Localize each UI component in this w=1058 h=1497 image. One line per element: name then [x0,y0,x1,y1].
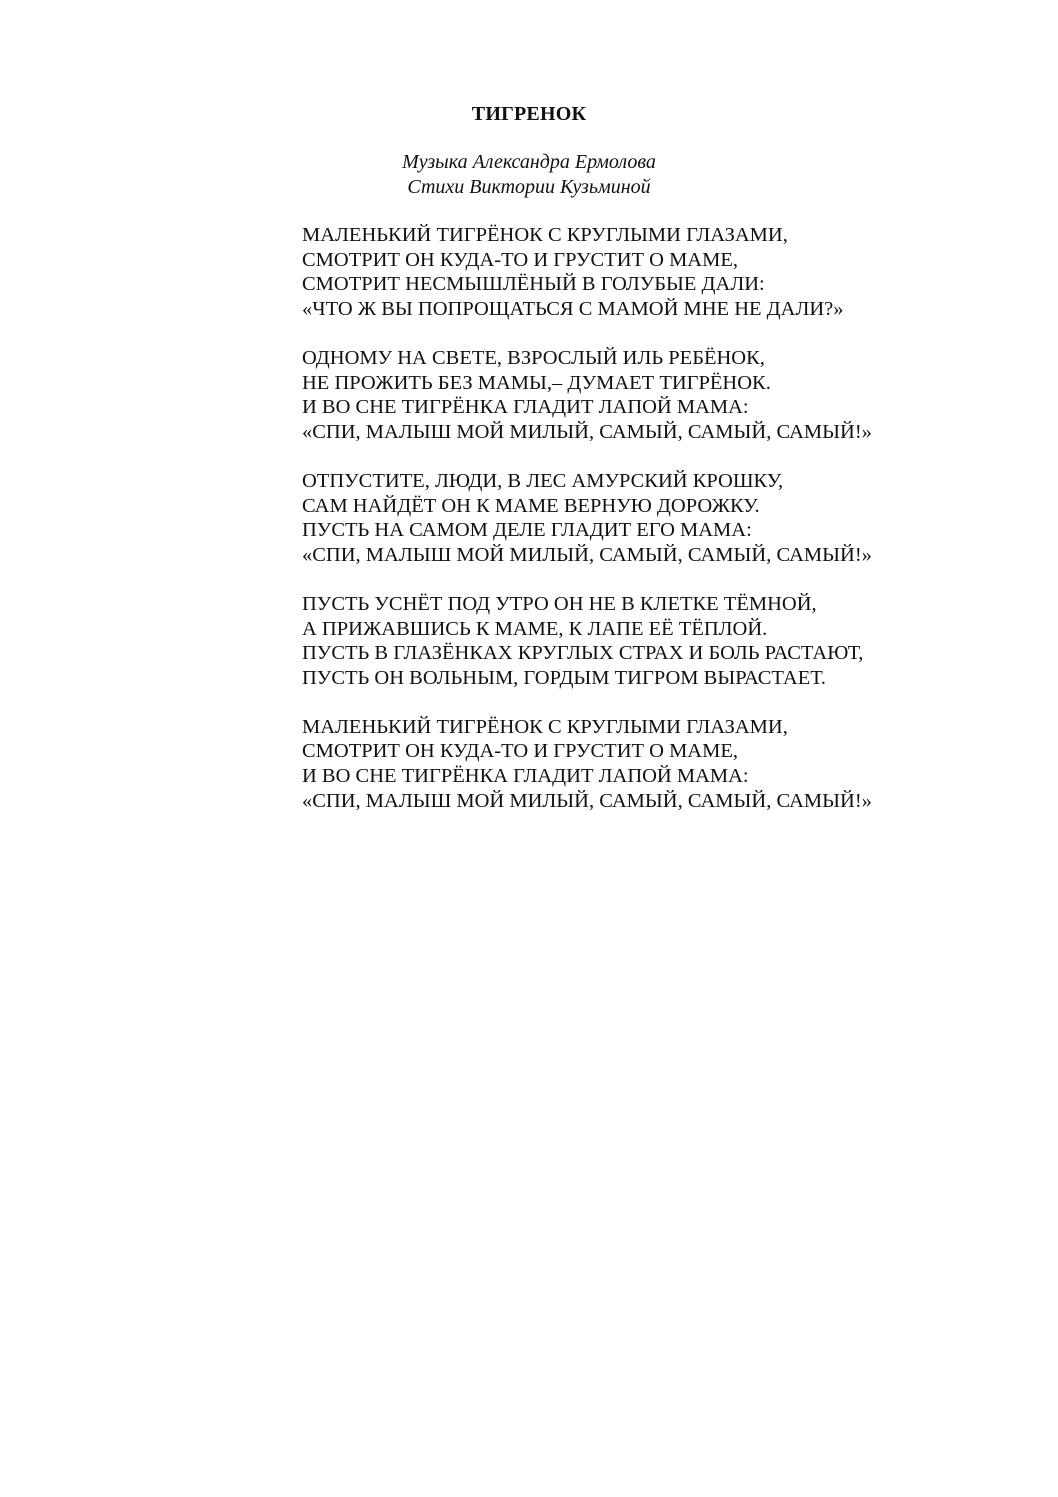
lyric-line: СМОТРИТ НЕСМЫШЛЁНЫЙ В ГОЛУБЫЕ ДАЛИ: [302,273,765,296]
lyric-line: СМОТРИТ ОН КУДА-ТО И ГРУСТИТ О МАМЕ, [302,740,738,763]
music-credit: Музыка Александра Ермолова [402,151,656,173]
song-title: ТИГРЕНОК [471,103,587,125]
lyric-line: МАЛЕНЬКИЙ ТИГРЁНОК С КРУГЛЫМИ ГЛАЗАМИ, [302,224,788,246]
lyric-line: МАЛЕНЬКИЙ ТИГРЁНОК С КРУГЛЫМИ ГЛАЗАМИ, [302,715,788,738]
lyric-line: ПУСТЬ НА САМОМ ДЕЛЕ ГЛАДИТ ЕГО МАМА: [302,519,752,542]
lyric-line: «СПИ, МАЛЫШ МОЙ МИЛЫЙ, САМЫЙ, САМЫЙ, САМЫЙ!» [302,420,872,443]
lyric-line: «СПИ, МАЛЫШ МОЙ МИЛЫЙ, САМЫЙ, САМЫЙ, САМЫЙ!» [302,543,872,566]
stanza-2 [302,346,1042,444]
lyrics-body [302,223,1042,838]
lyric-line: СМОТРИТ ОН КУДА-ТО И ГРУСТИТ О МАМЕ, [302,248,738,271]
lyric-line: «СПИ, МАЛЫШ МОЙ МИЛЫЙ, САМЫЙ, САМЫЙ, САМЫЙ!» [302,789,872,812]
lyric-line: «ЧТО Ж ВЫ ПОПРОЩАТЬСЯ С МАМОЙ МНЕ НЕ ДАЛИ?» [302,297,844,320]
lyric-line: ПУСТЬ УСНЁТ ПОД УТРО ОН НЕ В КЛЕТКЕ ТЁМНОЙ, [302,592,817,615]
stanza-5 [302,715,1042,813]
lyric-line: САМ НАЙДЁТ ОН К МАМЕ ВЕРНУЮ ДОРОЖКУ. [302,494,760,517]
stanza-3 [302,469,1042,567]
lyric-line: И ВО СНЕ ТИГРЁНКА ГЛАДИТ ЛАПОЙ МАМА: [302,396,749,419]
stanza-4 [302,592,1042,690]
stanza-1 [302,223,1042,321]
lyric-line: ПУСТЬ В ГЛАЗЁНКАХ КРУГЛЫХ СТРАХ И БОЛЬ РАСТАЮТ, [302,642,864,665]
lyric-line: ПУСТЬ ОН ВОЛЬНЫМ, ГОРДЫМ ТИГРОМ ВЫРАСТАЕТ. [302,666,826,689]
lyric-line: ОТПУСТИТЕ, ЛЮДИ, В ЛЕС АМУРСКИЙ КРОШКУ, [302,469,784,492]
lyric-line: А ПРИЖАВШИСЬ К МАМЕ, К ЛАПЕ ЕЁ ТЁПЛОЙ. [302,617,768,640]
lyric-line: НЕ ПРОЖИТЬ БЕЗ МАМЫ,– ДУМАЕТ ТИГРЁНОК. [302,371,771,394]
lyric-line: ОДНОМУ НА СВЕТЕ, ВЗРОСЛЫЙ ИЛЬ РЕБЁНОК, [302,346,765,369]
lyrics-credit: Стихи Виктории Кузьминой [407,176,651,198]
credits [0,150,1058,200]
lyric-line: И ВО СНЕ ТИГРЁНКА ГЛАДИТ ЛАПОЙ МАМА: [302,765,749,788]
